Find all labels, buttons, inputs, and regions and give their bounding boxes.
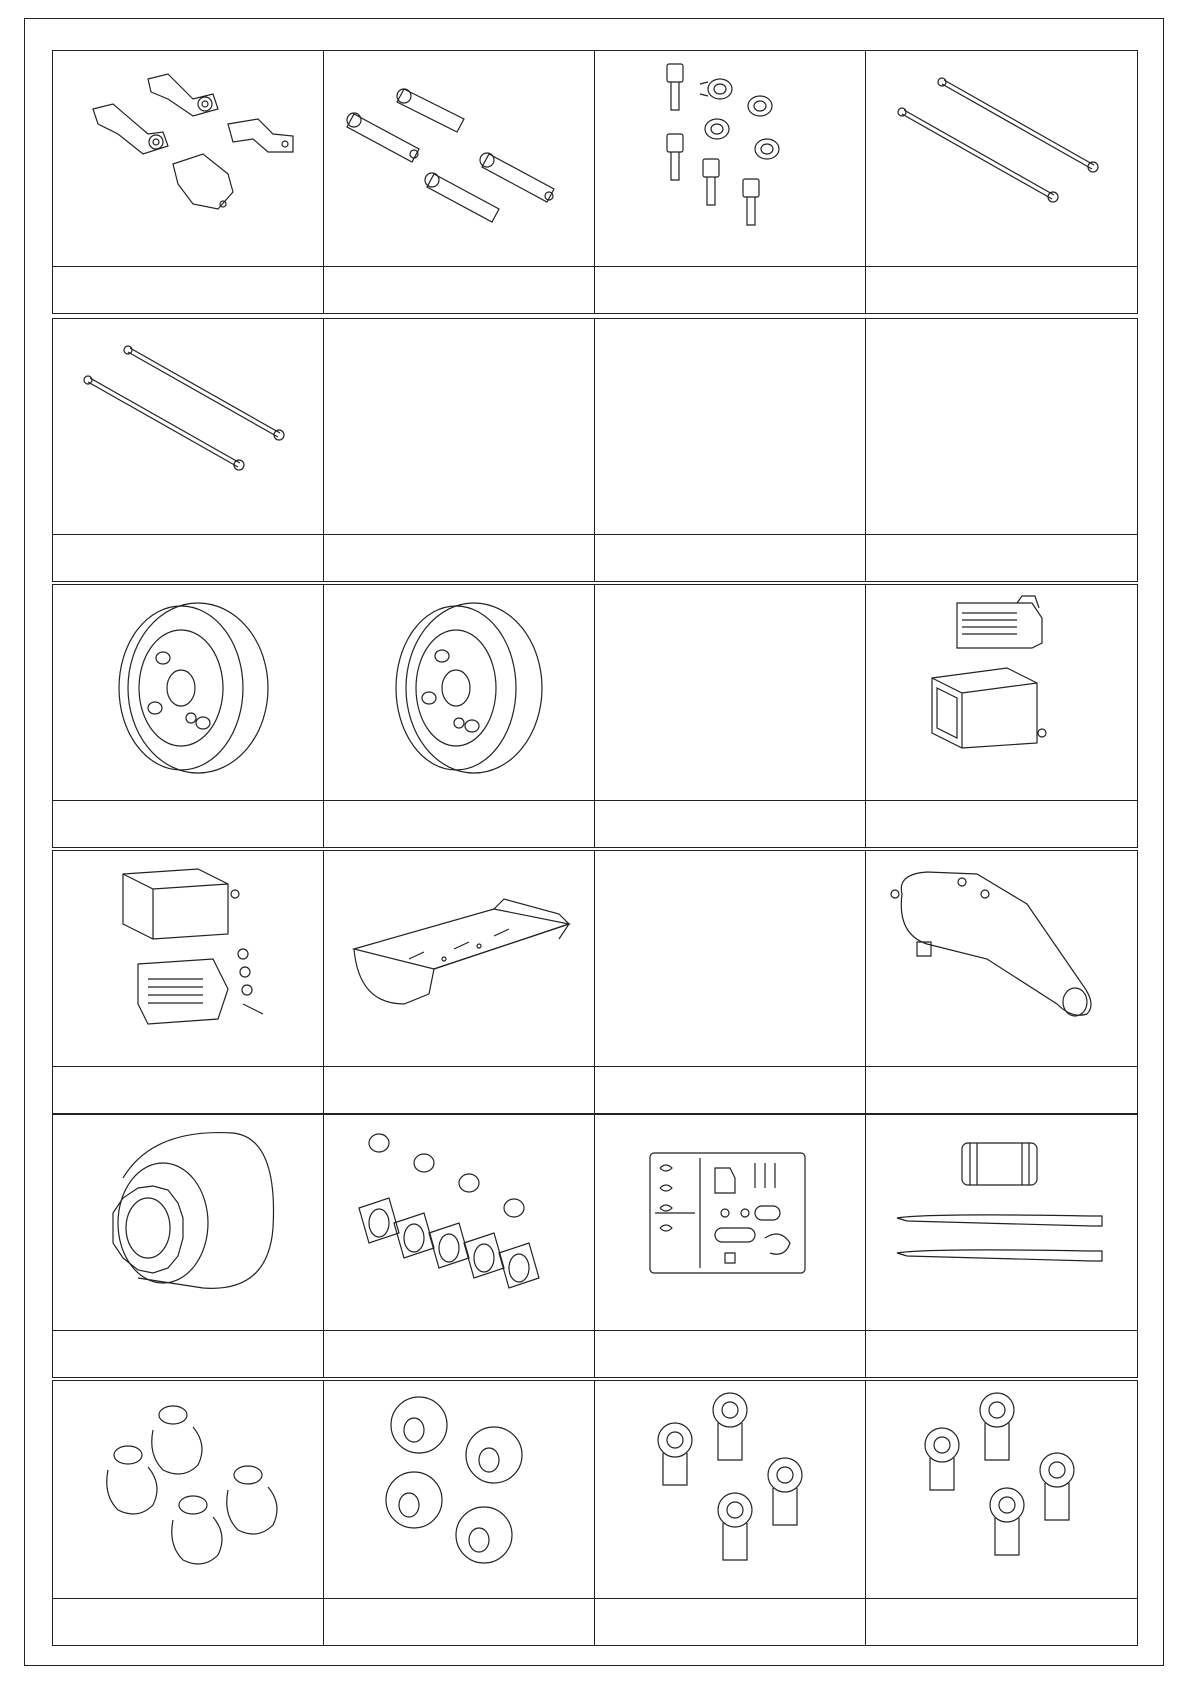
part-label — [866, 535, 1137, 581]
part-label — [324, 535, 595, 581]
bushing-4 — [755, 139, 779, 159]
part-image — [866, 1381, 1137, 1599]
screw-3 — [703, 159, 719, 205]
part-image-empty — [595, 319, 866, 535]
part-label — [53, 535, 324, 581]
ball-end-3 — [768, 1458, 802, 1525]
part-image — [53, 851, 324, 1067]
bushing-3 — [705, 119, 729, 139]
part-image — [866, 585, 1137, 801]
ball-end-1 — [925, 1428, 959, 1490]
part-image-empty — [324, 319, 595, 535]
part-image — [866, 51, 1137, 267]
part-image — [324, 585, 595, 801]
parts-row-4 — [52, 850, 1138, 1114]
screw-1 — [667, 64, 683, 110]
link-4 — [480, 153, 554, 202]
part-image — [53, 1115, 324, 1331]
part-image — [866, 1115, 1137, 1331]
pivot-ball-4 — [172, 1496, 222, 1564]
part-label — [595, 1067, 866, 1113]
receiver-box-case — [932, 668, 1046, 748]
part-image — [324, 1115, 595, 1331]
link-2 — [397, 89, 464, 132]
part-image — [324, 51, 595, 267]
part-label — [595, 1599, 866, 1645]
ball-ends-b-illustration — [867, 1385, 1137, 1595]
arm-mount-1 — [93, 104, 168, 154]
arm-mount-2 — [148, 74, 218, 116]
part-label — [595, 801, 866, 847]
pivot-ball-3 — [227, 1466, 277, 1534]
receiver-box-set-illustration — [53, 854, 323, 1064]
ball-end-4 — [718, 1493, 752, 1560]
part-image — [53, 319, 324, 535]
part-image-empty — [866, 319, 1137, 535]
arm-mount-4 — [173, 154, 233, 209]
shaft-1 — [124, 346, 284, 440]
part-label — [53, 267, 324, 313]
drive-shafts-long-illustration — [867, 54, 1137, 264]
rear-wing-illustration — [324, 854, 594, 1064]
parts-row-1 — [52, 50, 1138, 314]
part-label — [866, 801, 1137, 847]
part-label — [53, 801, 324, 847]
receiver-box-case — [123, 869, 239, 939]
shaft-2 — [898, 108, 1058, 202]
part-label — [595, 535, 866, 581]
part-label — [324, 267, 595, 313]
part-label — [866, 1067, 1137, 1113]
part-label — [866, 267, 1137, 313]
exhaust-pipe-illustration — [867, 854, 1137, 1064]
pivot-ball-1 — [152, 1406, 202, 1474]
bushing-1 — [700, 79, 732, 99]
round-balls-illustration — [324, 1385, 594, 1595]
grommets — [238, 949, 263, 1014]
receiver-box-illustration — [867, 588, 1137, 798]
brake-disc-b-illustration — [324, 588, 594, 798]
part-label — [866, 1331, 1137, 1377]
ball-end-1 — [658, 1423, 692, 1485]
part-image — [53, 1381, 324, 1599]
part-image — [595, 51, 866, 267]
parts-row-2 — [52, 318, 1138, 582]
spacer-and-pins-illustration — [867, 1118, 1137, 1328]
parts-row-5 — [52, 1114, 1138, 1378]
brake-disc-a-illustration — [53, 588, 323, 798]
pivot-ball-2 — [107, 1446, 157, 1514]
part-image — [324, 851, 595, 1067]
shaft-2 — [84, 376, 244, 470]
part-label — [324, 801, 595, 847]
pivot-balls-illustration — [53, 1385, 323, 1595]
link-1 — [347, 113, 419, 162]
part-image — [324, 1381, 595, 1599]
parts-row-6 — [52, 1380, 1138, 1646]
spacers — [359, 1198, 539, 1288]
ball-end-4 — [990, 1488, 1024, 1555]
shaft-1 — [938, 78, 1098, 172]
link-3 — [425, 173, 499, 222]
part-label — [595, 1331, 866, 1377]
bushings-and-spacers-illustration — [324, 1118, 594, 1328]
ball-end-3 — [1040, 1453, 1074, 1520]
part-label — [324, 1067, 595, 1113]
part-label — [53, 1599, 324, 1645]
part-label — [324, 1331, 595, 1377]
suspension-arm-mounts-illustration — [53, 54, 323, 264]
part-label — [595, 267, 866, 313]
receiver-box-lid — [138, 959, 228, 1024]
drive-shafts-short-illustration — [53, 322, 323, 532]
parts-row-3 — [52, 584, 1138, 848]
part-image — [53, 51, 324, 267]
part-image-empty — [595, 851, 866, 1067]
part-image — [595, 1381, 866, 1599]
screws-and-bushings-illustration — [595, 54, 865, 264]
arm-mount-3 — [228, 119, 293, 152]
part-image-empty — [595, 585, 866, 801]
receiver-box-lid — [957, 596, 1042, 648]
part-label — [53, 1067, 324, 1113]
ball-end-2 — [980, 1393, 1014, 1460]
part-label — [324, 1599, 595, 1645]
bushing-2 — [748, 96, 772, 116]
servo-saver-links-illustration — [324, 54, 594, 264]
clutch-bell-illustration — [53, 1118, 323, 1328]
threaded-bushings — [369, 1134, 524, 1217]
part-image — [53, 585, 324, 801]
parts-tree-illustration — [595, 1118, 865, 1328]
screw-4 — [743, 179, 759, 225]
part-label — [866, 1599, 1137, 1645]
part-image — [866, 851, 1137, 1067]
screw-2 — [667, 134, 683, 180]
part-label — [53, 1331, 324, 1377]
part-image — [595, 1115, 866, 1331]
ball-ends-a-illustration — [595, 1385, 865, 1595]
ball-end-2 — [713, 1393, 747, 1460]
